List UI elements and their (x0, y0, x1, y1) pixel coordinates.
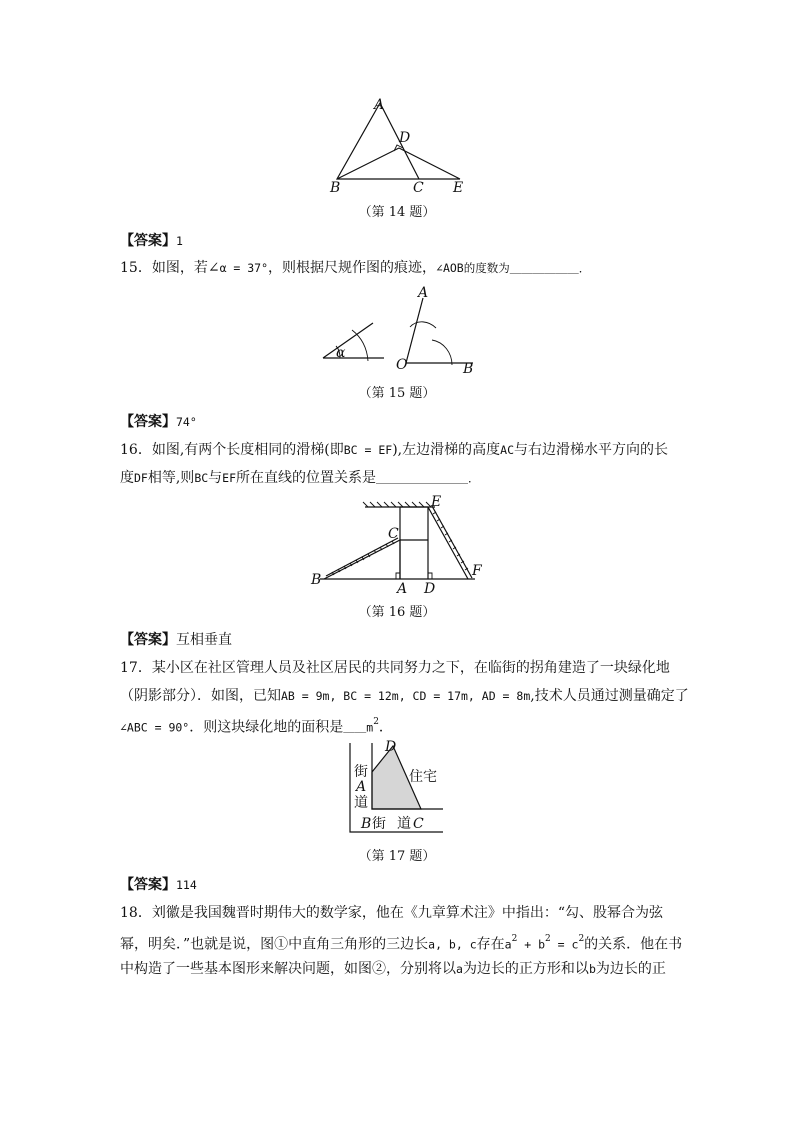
problem16-label-b: B (311, 572, 322, 588)
problem18-line2-math-2: a (504, 937, 512, 952)
problem17-number: 17 (120, 660, 138, 676)
problem17-line2-math: AB = 9m, BC = 12m, CD = 17m, AD = 8m (281, 689, 531, 703)
problem16-line1-text-2: ),左边滑梯的高度 (392, 442, 501, 458)
problem14-answer-line (120, 231, 680, 251)
problem16-label-f: F (472, 563, 482, 579)
problem16-figure (310, 495, 490, 595)
problem17-answer: 114 (176, 878, 197, 892)
problem18-stem-line2 (120, 931, 683, 955)
problem16-line2-math-3: EF (222, 471, 237, 485)
problem17-residence-label: 住宅 (409, 769, 437, 785)
problem18-line3-text-2: 为边长的正方形和以 (462, 961, 589, 977)
problem16-answer: 互相垂直 (176, 632, 232, 648)
problem18-line3-text-3: 为边长的正 (595, 961, 666, 977)
problem15-text-2: ，则根据尺规作图的痕迹， (268, 260, 437, 276)
problem17-unit: m (366, 720, 374, 735)
problem16-line2-text-1: 度 (120, 470, 134, 486)
problem16-blank: ＿＿＿＿＿＿＿＿． (376, 471, 480, 485)
problem16-caption: （第 16 题） (358, 605, 436, 620)
problem14-caption: （第 14 题） (358, 205, 436, 220)
problem18-line3-math-1: a (456, 962, 463, 976)
problem16-label-e: E (431, 494, 442, 510)
problem16-answer-line (120, 630, 680, 650)
problem14-label-a: A (374, 97, 385, 113)
problem18-line3-text-1: 中构造了一些基本图形来解决问题，如图②，分别将以 (120, 961, 456, 977)
problem17-stem-line2 (120, 686, 689, 706)
problem17-stem-line1 (120, 658, 680, 678)
problem17-line2-text-2: ,技术人员通过测量确定了 (530, 688, 689, 704)
problem16-stem-line2 (120, 468, 680, 488)
problem17-road-char-1: 道 (354, 795, 368, 811)
problem17-label-d: D (385, 739, 397, 755)
problem18-line2-exp-1: 2 (511, 934, 518, 944)
problem15-number: 15 (120, 260, 138, 276)
problem15-answer-line (120, 412, 680, 432)
problem17-answer-label: 【答案】 (120, 877, 176, 893)
problem14-label-b: B (330, 180, 341, 196)
problem17-period: ． (378, 719, 393, 736)
problem15-math-1: α = 37° (219, 261, 269, 275)
problem17-label-c: C (413, 816, 424, 832)
problem16-line1-text-1: ．如图,有两个长度相同的滑梯(即 (137, 442, 344, 458)
problem15-caption: （第 15 题） (358, 386, 436, 401)
problem17-line2-text-1: （阴影部分）．如图，已知 (120, 688, 281, 704)
problem14-answer-label: 【答案】 (120, 233, 176, 249)
problem16-line2-text-2: 相等,则 (147, 470, 195, 486)
problem16-number: 16 (120, 442, 138, 458)
problem14-label-e: E (453, 180, 464, 196)
problem17-label-a: A (356, 779, 367, 795)
problem15-text-1: ．如图，若∠ (137, 260, 220, 276)
problem18-number: 18 (120, 905, 138, 921)
problem15-math-2: ∠AOB的度数为 (436, 261, 510, 275)
problem16-line1-math-1: BC = EF (343, 443, 393, 457)
problem17-label-b: B (361, 816, 372, 832)
problem15-label-a: A (418, 285, 429, 301)
problem18-line2-math-1: a, b, c (428, 937, 477, 952)
problem14-figure (325, 93, 475, 198)
problem16-label-a: A (397, 581, 408, 597)
problem17-street-char-2: 街 (372, 816, 386, 832)
problem16-line2-math-1: DF (134, 471, 148, 485)
problem17-unit-exponent: 2 (373, 717, 379, 727)
problem15-stem (120, 258, 680, 278)
problem14-label-c: C (413, 180, 424, 196)
problem15-alpha-label: α (336, 345, 346, 361)
problem15-label-b: B (463, 361, 474, 377)
problem17-street-char-1: 街 (354, 764, 368, 780)
problem18-line2-equals: = c (550, 937, 579, 952)
problem14-label-d: D (399, 130, 411, 146)
problem17-line3-math: ∠ABC = 90° (120, 720, 190, 735)
problem16-label-c: C (388, 526, 399, 542)
problem18-line2-plus: + b (517, 937, 545, 952)
problem18-line2-exp-2: 2 (545, 934, 551, 944)
problem17-blank: ＿＿ (343, 720, 367, 735)
problem15-figure (318, 285, 488, 380)
problem15-answer-label: 【答案】 (120, 414, 176, 430)
problem14-answer: 1 (176, 234, 183, 248)
problem18-line2-text-3: 的关系．他在书 (584, 936, 683, 953)
problem15-label-o: O (396, 357, 408, 373)
problem16-label-d: D (424, 581, 436, 597)
problem18-line1-text: ．刘徽是我国魏晋时期伟大的数学家，他在《九章算术注》中指出：“勾、股幂合为弦 (137, 905, 663, 921)
problem16-line2-text-3: 与 (208, 470, 223, 486)
problem18-stem-line1 (120, 903, 680, 923)
problem16-stem-line1 (120, 440, 680, 460)
problem17-figure (345, 738, 450, 838)
problem17-stem-line3 (120, 714, 680, 738)
problem16-line2-text-4: 所在直线的位置关系是 (236, 470, 377, 486)
problem17-caption: （第 17 题） (358, 849, 436, 864)
problem18-line3-math-2: b (588, 962, 596, 976)
problem17-road-char-2: 道 (397, 816, 411, 832)
problem15-blank: ＿＿＿＿＿＿． (509, 261, 591, 275)
problem17-line3-text: ．则这块绿化地的面积是 (189, 719, 344, 736)
problem17-line1-text: ．某小区在社区管理人员及社区居民的共同努力之下，在临街的拐角建造了一块绿化地 (137, 660, 670, 676)
problem18-stem-line3 (120, 959, 680, 979)
problem15-answer: 74° (176, 415, 197, 429)
problem16-answer-label: 【答案】 (120, 632, 176, 648)
problem16-line1-math-2: AC (500, 443, 514, 457)
problem18-line2-text-2: 存在 (476, 936, 505, 953)
problem18-line2-exp-3: 2 (578, 934, 585, 944)
problem17-answer-line (120, 875, 680, 895)
problem16-line1-text-3: 与右边滑梯水平方向的长 (514, 442, 668, 458)
problem16-line2-math-2: BC (194, 471, 209, 485)
problem18-line2-text-1: 幂，明矣．”也就是说，图①中直角三角形的三边长 (120, 936, 429, 953)
